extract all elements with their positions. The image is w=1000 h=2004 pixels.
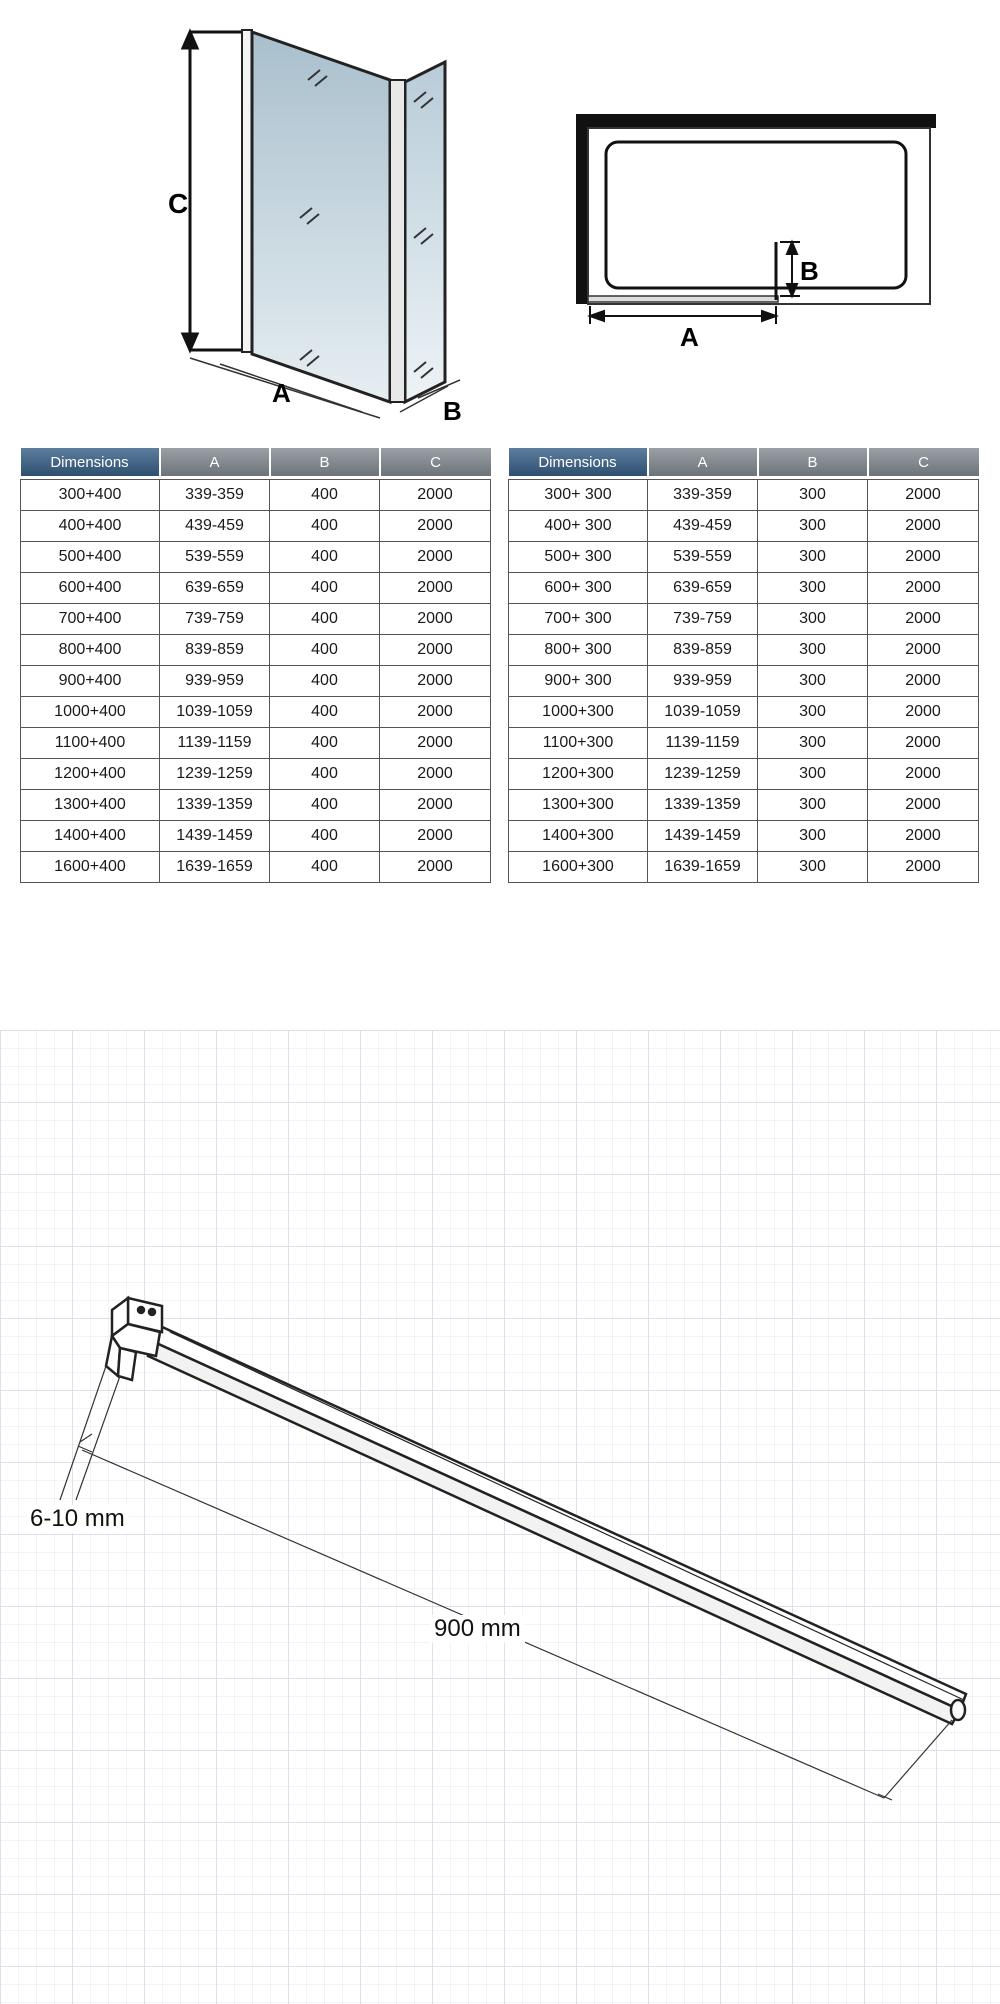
- table-row: [21, 635, 491, 666]
- cell-b: 300: [758, 635, 868, 666]
- cell-b: 400: [270, 573, 380, 604]
- cell-b: 400: [270, 480, 380, 511]
- cell-dimensions: 700+ 300: [509, 604, 648, 635]
- label-a: A: [272, 378, 291, 408]
- cell-c: 2000: [380, 790, 491, 821]
- cell-c: 2000: [868, 821, 979, 852]
- cell-c: 2000: [380, 759, 491, 790]
- cell-dimensions: 800+400: [21, 635, 160, 666]
- cell-b: 300: [758, 728, 868, 759]
- table-row: [21, 790, 491, 821]
- table-row: [509, 821, 979, 852]
- return-glass-panel: [405, 62, 445, 402]
- cell-c: 2000: [868, 573, 979, 604]
- cell-b: 300: [758, 697, 868, 728]
- dimensions-table-300: [508, 448, 979, 883]
- cell-b: 400: [270, 604, 380, 635]
- table-row: [509, 542, 979, 573]
- table-row: [509, 728, 979, 759]
- cell-a: 1239-1259: [648, 759, 758, 790]
- cell-c: 2000: [868, 604, 979, 635]
- cell-b: 300: [758, 511, 868, 542]
- cell-b: 400: [270, 852, 380, 883]
- cell-dimensions: 1000+400: [21, 697, 160, 728]
- header-a: A: [648, 448, 758, 476]
- cell-dimensions: 500+ 300: [509, 542, 648, 573]
- cell-a: 639-659: [160, 573, 270, 604]
- cell-c: 2000: [380, 697, 491, 728]
- table-row: [509, 666, 979, 697]
- cell-b: 400: [270, 635, 380, 666]
- cell-dimensions: 600+400: [21, 573, 160, 604]
- cell-b: 300: [758, 790, 868, 821]
- cell-b: 400: [270, 759, 380, 790]
- header-a: A: [160, 448, 270, 476]
- table-row: [21, 573, 491, 604]
- header-c: C: [868, 448, 979, 476]
- label-b: B: [443, 396, 462, 426]
- table-row: [21, 604, 491, 635]
- cell-dimensions: 900+ 300: [509, 666, 648, 697]
- table-row: [509, 635, 979, 666]
- cell-a: 339-359: [160, 480, 270, 511]
- bath-outline: [588, 128, 930, 304]
- table-row: [21, 542, 491, 573]
- cell-b: 300: [758, 759, 868, 790]
- cell-a: 1339-1359: [648, 790, 758, 821]
- label-c: C: [168, 188, 189, 219]
- header-b: B: [758, 448, 868, 476]
- table-row: [21, 852, 491, 883]
- table-row: [509, 604, 979, 635]
- cell-b: 400: [270, 666, 380, 697]
- panel-isometric-diagram: [150, 20, 490, 420]
- cell-b: 400: [270, 511, 380, 542]
- cell-b: 400: [270, 542, 380, 573]
- table-row: [21, 666, 491, 697]
- cell-dimensions: 1100+300: [509, 728, 648, 759]
- table-row: [509, 790, 979, 821]
- cell-a: 939-959: [160, 666, 270, 697]
- table-row: [21, 480, 491, 511]
- cell-b: 400: [270, 728, 380, 759]
- cell-b: 400: [270, 790, 380, 821]
- cell-c: 2000: [868, 666, 979, 697]
- cell-c: 2000: [868, 759, 979, 790]
- cell-b: 400: [270, 697, 380, 728]
- plan-label-b: B: [800, 256, 819, 286]
- cell-c: 2000: [868, 852, 979, 883]
- cell-dimensions: 400+ 300: [509, 511, 648, 542]
- table-row: [509, 852, 979, 883]
- main-glass-panel: [252, 32, 390, 402]
- cell-c: 2000: [868, 635, 979, 666]
- cell-a: 639-659: [648, 573, 758, 604]
- cell-a: 1639-1659: [648, 852, 758, 883]
- cell-b: 300: [758, 666, 868, 697]
- cell-dimensions: 1600+300: [509, 852, 648, 883]
- table-row: [21, 697, 491, 728]
- cell-c: 2000: [380, 821, 491, 852]
- cell-dimensions: 1200+400: [21, 759, 160, 790]
- cell-dimensions: 1600+400: [21, 852, 160, 883]
- clamp-range-label: 6-10 mm: [26, 1505, 129, 1533]
- cell-c: 2000: [868, 542, 979, 573]
- header-c: C: [380, 448, 491, 476]
- cell-a: 1039-1059: [648, 697, 758, 728]
- table-row: [509, 759, 979, 790]
- cell-a: 1339-1359: [160, 790, 270, 821]
- cell-c: 2000: [380, 666, 491, 697]
- cell-dimensions: 800+ 300: [509, 635, 648, 666]
- cell-c: 2000: [380, 511, 491, 542]
- header-dimensions: Dimensions: [509, 448, 648, 476]
- cell-a: 439-459: [648, 511, 758, 542]
- cell-a: 1039-1059: [160, 697, 270, 728]
- cell-dimensions: 1100+400: [21, 728, 160, 759]
- cell-c: 2000: [380, 542, 491, 573]
- cell-c: 2000: [380, 728, 491, 759]
- cell-dimensions: 1000+300: [509, 697, 648, 728]
- table-row: [509, 697, 979, 728]
- cell-b: 300: [758, 821, 868, 852]
- cell-c: 2000: [868, 697, 979, 728]
- table-row: [21, 511, 491, 542]
- cell-b: 300: [758, 480, 868, 511]
- table-row: [509, 573, 979, 604]
- dimensions-table-400: [20, 448, 491, 883]
- cell-b: 300: [758, 542, 868, 573]
- header-dimensions: Dimensions: [21, 448, 160, 476]
- cell-dimensions: 300+400: [21, 480, 160, 511]
- cell-a: 739-759: [160, 604, 270, 635]
- cell-b: 300: [758, 604, 868, 635]
- cell-c: 2000: [380, 635, 491, 666]
- cell-a: 539-559: [648, 542, 758, 573]
- cell-dimensions: 500+400: [21, 542, 160, 573]
- table-header-row: [509, 448, 979, 476]
- cell-a: 1139-1159: [160, 728, 270, 759]
- cell-a: 839-859: [648, 635, 758, 666]
- cell-c: 2000: [380, 573, 491, 604]
- bath-plan-diagram: [570, 100, 940, 360]
- length-label: 900 mm: [430, 1615, 525, 1643]
- cell-dimensions: 1300+300: [509, 790, 648, 821]
- dimension-c-line: [183, 32, 245, 350]
- table-row: [21, 728, 491, 759]
- support-arm-diagram: [0, 1030, 1000, 2004]
- cell-a: 739-759: [648, 604, 758, 635]
- cell-c: 2000: [868, 480, 979, 511]
- cell-a: 439-459: [160, 511, 270, 542]
- cell-dimensions: 1300+400: [21, 790, 160, 821]
- cell-a: 539-559: [160, 542, 270, 573]
- cell-dimensions: 400+400: [21, 511, 160, 542]
- cell-c: 2000: [868, 511, 979, 542]
- cell-a: 839-859: [160, 635, 270, 666]
- cell-c: 2000: [380, 604, 491, 635]
- cell-dimensions: 1400+400: [21, 821, 160, 852]
- cell-c: 2000: [380, 480, 491, 511]
- cell-dimensions: 600+ 300: [509, 573, 648, 604]
- table-row: [21, 759, 491, 790]
- cell-dimensions: 900+400: [21, 666, 160, 697]
- cell-b: 300: [758, 852, 868, 883]
- cell-c: 2000: [868, 728, 979, 759]
- cell-b: 300: [758, 573, 868, 604]
- table-row: [509, 511, 979, 542]
- cell-a: 939-959: [648, 666, 758, 697]
- table-header-row: [21, 448, 491, 476]
- cell-c: 2000: [868, 790, 979, 821]
- cell-a: 1439-1459: [160, 821, 270, 852]
- cell-dimensions: 700+400: [21, 604, 160, 635]
- header-b: B: [270, 448, 380, 476]
- cell-a: 1239-1259: [160, 759, 270, 790]
- cell-dimensions: 1200+300: [509, 759, 648, 790]
- cell-a: 1639-1659: [160, 852, 270, 883]
- table-row: [21, 821, 491, 852]
- cell-b: 400: [270, 821, 380, 852]
- table-row: [509, 480, 979, 511]
- cell-c: 2000: [380, 852, 491, 883]
- cell-a: 339-359: [648, 480, 758, 511]
- plan-label-a: A: [680, 322, 699, 352]
- cell-a: 1139-1159: [648, 728, 758, 759]
- cell-dimensions: 1400+300: [509, 821, 648, 852]
- cell-a: 1439-1459: [648, 821, 758, 852]
- cell-dimensions: 300+ 300: [509, 480, 648, 511]
